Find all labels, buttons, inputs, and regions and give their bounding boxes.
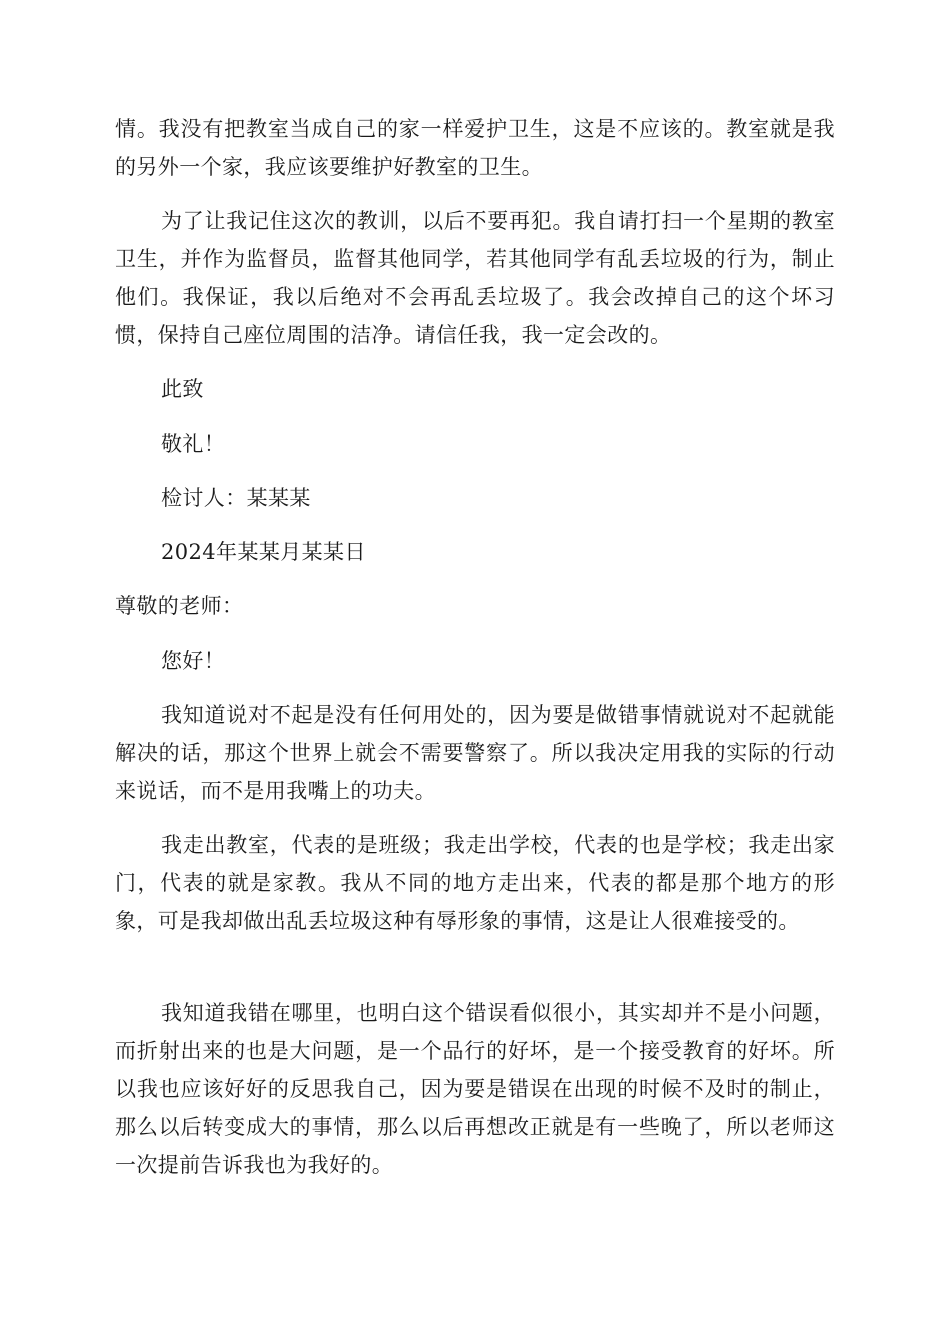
closing-regards: 敬礼！	[161, 432, 226, 456]
paragraph-1: 情。我没有把教室当成自己的家一样爱护卫生，这是不应该的。教室就是我的另外一个家，我应该要维护好教室的卫生。	[115, 117, 835, 179]
paragraph-3: 我知道说对不起是没有任何用处的，因为要是做错事情就说对不起就能解决的话，那这个世界上就会不需要警察了。所以我决定用我的实际的行动来说话，而不是用我嘴上的功夫。	[115, 703, 835, 803]
letter-greeting: 您好！	[161, 649, 226, 673]
date-line: 2024年某某月某某日	[161, 540, 366, 564]
paragraph-5: 我知道我错在哪里，也明白这个错误看似很小，其实却并不是小问题，而折射出来的也是大问题，是一个品行的好坏，是一个接受教育的好坏。所以我也应该好好的反思我自己，因为要是错误在出现的时候不及时的制止，那么以后转变成大的事情，那么以后再想改正就是有一些晚了，所以老师这一次提前告诉我也为我好的。	[115, 1001, 835, 1177]
closing-salutation: 此致	[161, 377, 204, 401]
signature-line: 检讨人：某某某	[161, 486, 311, 510]
letter-salutation: 尊敬的老师：	[115, 594, 244, 618]
paragraph-4: 我走出教室，代表的是班级；我走出学校，代表的也是学校；我走出家门，代表的就是家教。我从不同的地方走出来，代表的都是那个地方的形象，可是我却做出乱丢垃圾这种有辱形象的事情，这是让人很难接受的。	[115, 833, 835, 933]
paragraph-2: 为了让我记住这次的教训，以后不要再犯。我自请打扫一个星期的教室卫生，并作为监督员，监督其他同学，若其他同学有乱丢垃圾的行为，制止他们。我保证，我以后绝对不会再乱丢垃圾了。我会改掉自己的这个坏习惯，保持自己座位周围的洁净。请信任我，我一定会改的。	[115, 209, 835, 347]
